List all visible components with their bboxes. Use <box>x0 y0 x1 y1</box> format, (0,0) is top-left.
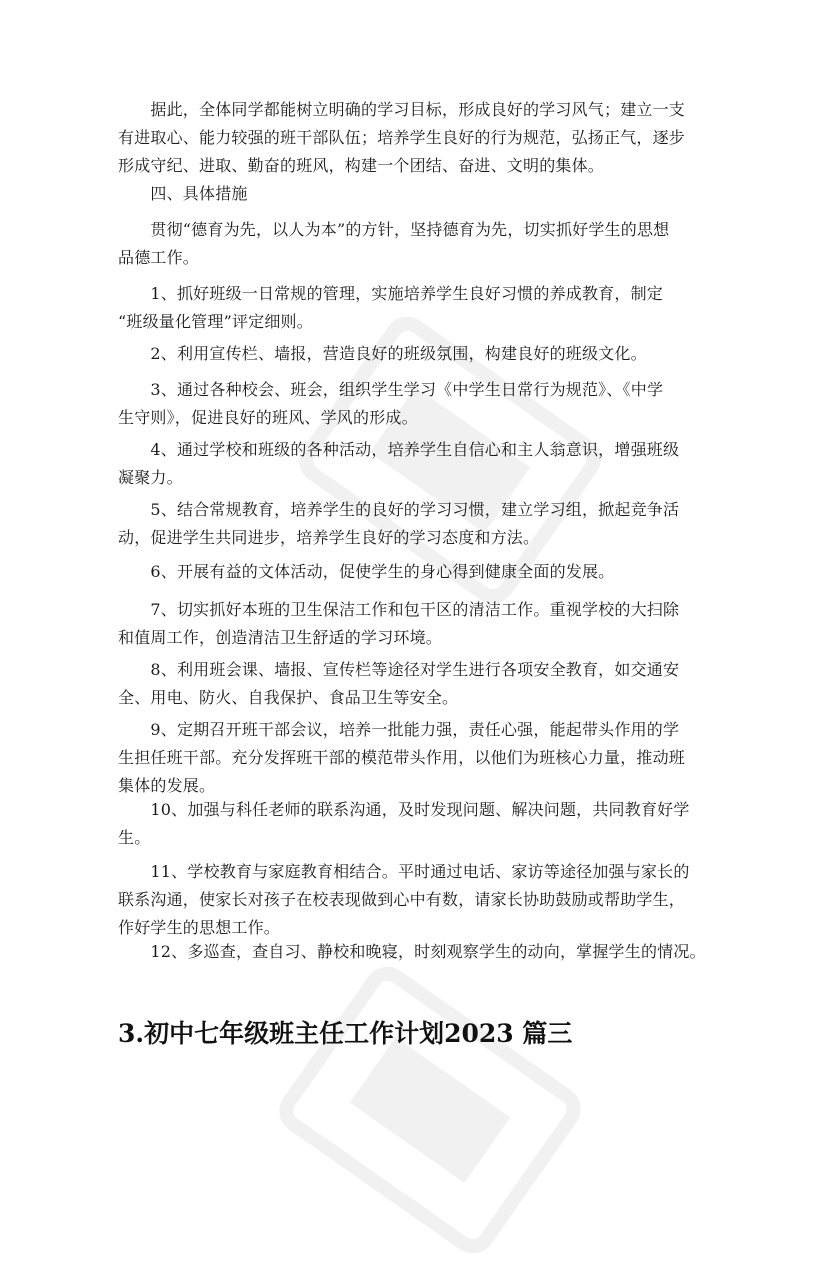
measure-item-11 <box>118 858 718 942</box>
text-line: 联系沟通，使家长对孩子在校表现做到心中有数，请家长协助鼓励或帮助学生， <box>118 890 686 909</box>
measure-item-3 <box>118 376 718 432</box>
text-line: 和值周工作，创造清洁卫生舒适的学习环境。 <box>118 628 443 647</box>
measure-item-7 <box>118 596 718 652</box>
text-line: 凝聚力。 <box>118 468 183 487</box>
text-line: 4、通过学校和班级的各种活动，培养学生自信心和主人翁意识，增强班级 <box>118 440 680 459</box>
measure-item-12 <box>118 938 718 966</box>
watermark-shape <box>266 954 594 1266</box>
text-line: 生守则》，促进良好的班风、学风的形成。 <box>118 408 418 427</box>
subsection-heading <box>118 180 718 208</box>
section-heading: 3.初中七年级班主任工作计划2023 篇三 <box>118 1019 573 1048</box>
text-line: 生。 <box>118 828 151 847</box>
text-line: 生担任班干部。充分发挥班干部的模范带头作用，以他们为班核心力量，推动班 <box>118 748 686 767</box>
text-line: 3、通过各种校会、班会，组织学生学习《中学生日常行为规范》、《中学 <box>118 380 664 399</box>
text-line: 据此，全体同学都能树立明确的学习目标，形成良好的学习风气；建立一支 <box>118 100 686 119</box>
text-line: 贯彻“德育为先，以人为本”的方针，坚持德育为先，切实抓好学生的思想 <box>118 220 670 239</box>
measure-item-6 <box>118 558 718 586</box>
measure-item-4 <box>118 436 718 492</box>
text-line: 5、结合常规教育，培养学生的良好的学习习惯，建立学习组，掀起竞争活 <box>118 500 680 519</box>
text-line: 1、抓好班级一日常规的管理，实施培养学生良好习惯的养成教育，制定 <box>118 284 663 303</box>
text-line: “班级量化管理”评定细则。 <box>118 312 313 331</box>
measure-item-1 <box>118 280 718 336</box>
paragraph-principle <box>118 216 718 272</box>
measure-item-10 <box>118 796 718 852</box>
measure-item-9 <box>118 716 718 800</box>
text-line: 2、利用宣传栏、墙报，营造良好的班级氛围，构建良好的班级文化。 <box>118 344 647 363</box>
text-line: 四、具体措施 <box>118 184 248 203</box>
text-line: 动，促进学生共同进步，培养学生良好的学习态度和方法。 <box>118 528 540 547</box>
text-line: 全、用电、防火、自我保护、食品卫生等安全。 <box>118 688 459 707</box>
measure-item-2 <box>118 340 718 368</box>
text-line: 6、开展有益的文体活动，促使学生的身心得到健康全面的发展。 <box>118 562 615 581</box>
text-line: 8、利用班会课、墙报、宣传栏等途径对学生进行各项安全教育，如交通安 <box>118 660 680 679</box>
text-line: 10、加强与科任老师的联系沟通，及时发现问题、解决问题，共同教育好学 <box>118 800 690 819</box>
text-line: 品德工作。 <box>118 248 200 267</box>
text-line: 12、多巡查，查自习、静校和晚寝，时刻观察学生的动向，掌握学生的情况。 <box>118 942 706 961</box>
text-line: 集体的发展。 <box>118 776 216 795</box>
text-line: 7、切实抓好本班的卫生保洁工作和包干区的清洁工作。重视学校的大扫除 <box>118 600 680 619</box>
text-line: 11、学校教育与家庭教育相结合。平时通过电话、家访等途径加强与家长的 <box>118 862 690 881</box>
text-line: 形成守纪、进取、勤奋的班风，构建一个团结、奋进、文明的集体。 <box>118 156 605 175</box>
text-line: 9、定期召开班干部会议，培养一批能力强，责任心强，能起带头作用的学 <box>118 720 680 739</box>
paragraph-conclusion <box>118 96 718 180</box>
text-line: 作好学生的思想工作。 <box>118 918 281 937</box>
measure-item-5 <box>118 496 718 552</box>
text-line: 有进取心、能力较强的班干部队伍；培养学生良好的行为规范，弘扬正气，逐步 <box>118 128 686 147</box>
measure-item-8 <box>118 656 718 712</box>
